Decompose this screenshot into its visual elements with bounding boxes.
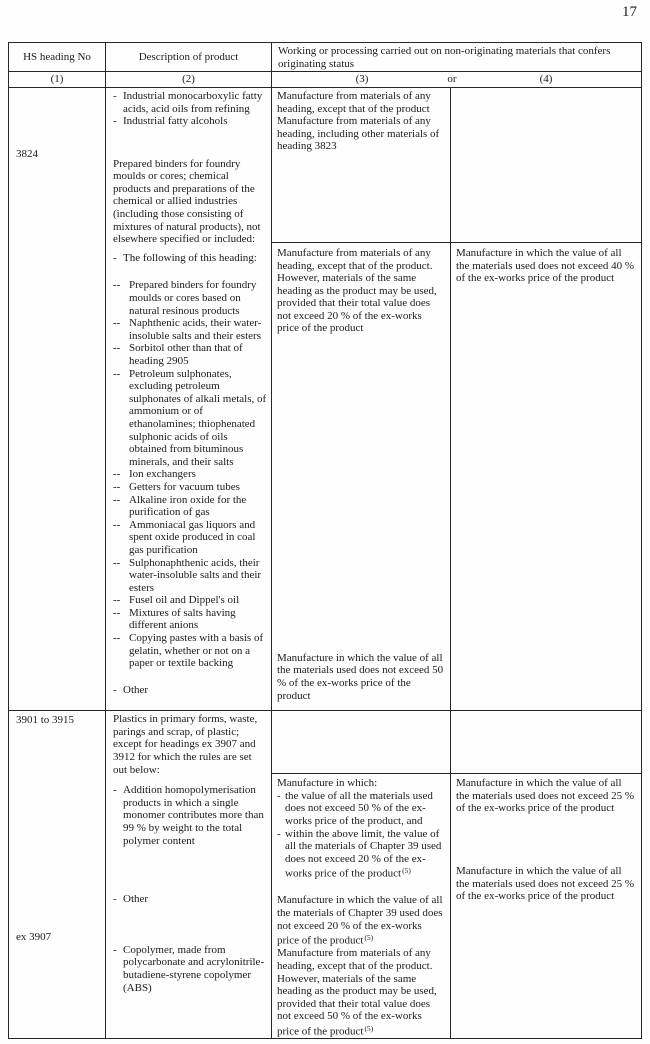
page-number: 17 [622, 4, 637, 20]
bullet-marker: -- [113, 480, 121, 493]
list-item [113, 115, 267, 128]
list-item [113, 944, 267, 994]
table-row-3901-3915 [9, 711, 641, 1038]
col-number-1: (1) [9, 72, 106, 87]
bullet-marker: - [113, 893, 117, 906]
bullet-marker: -- [113, 556, 121, 569]
hs-heading-ex3907: ex 3907 [16, 930, 52, 943]
list-item-text: Sulphonaphthenic acids, their water-insoluble salts and their esters [129, 556, 262, 594]
bullet-marker: - [113, 251, 117, 264]
list-item [113, 519, 267, 557]
list-item-text: Getters for vacuum tubes [129, 480, 240, 493]
sub-item-list [113, 279, 267, 669]
list-item [113, 684, 267, 697]
rule-col3-3901 [272, 711, 451, 1038]
col-or-label: or [447, 73, 457, 86]
rule-bullet [277, 790, 445, 828]
rule4-cell-bottom [451, 774, 641, 1038]
bullet-marker: -- [113, 279, 121, 292]
table-header-row [9, 43, 641, 72]
list-item [113, 594, 267, 607]
rule-bullet [277, 828, 445, 881]
hs-heading-col [9, 711, 106, 1038]
header-working-processing: Working or processing carried out on non-originating materials that confers originating status [278, 45, 611, 70]
rule3-cell-bottom [272, 774, 450, 1038]
rule-col4-3901 [451, 711, 641, 1038]
list-item-text: Prepared binders for foundry moulds or cores based on natural resinous products [129, 279, 257, 317]
list-item-text: Fusel oil and Dippel's oil [129, 594, 240, 607]
rule-text: Manufacture in which the value of all the materials used does not exceed 25 % of the ex-works price of the product [456, 864, 635, 903]
rule-text [277, 947, 445, 1038]
list-item [113, 557, 267, 595]
list-item [113, 494, 267, 519]
list-item [113, 279, 267, 317]
bullet-marker: - [113, 784, 117, 797]
bullet-marker: -- [113, 317, 121, 330]
list-item [113, 468, 267, 481]
list-item [113, 252, 267, 265]
list-item-text: Other [123, 683, 149, 696]
rule3-cell-bottom [272, 243, 450, 710]
list-item [113, 893, 267, 906]
col-number-2: (2) [106, 72, 272, 87]
list-item-text: Naphthenic acids, their water-insoluble salts and their esters [129, 317, 262, 342]
list-item-text: Petroleum sulphonates, excluding petroleum sulphonates of alkali metals, of ammonium or of ethanolamines; thiophenated sulphonic acids of oils obtained from bituminous minerals, and their salts [129, 367, 267, 468]
list-item-text: Ammoniacal gas liquors and spent oxide produced in coal gas purification [129, 518, 256, 556]
origin-rules-table [8, 42, 642, 1039]
bullet-marker: - [277, 827, 281, 840]
rule-text [277, 894, 445, 947]
rule-text: within the above limit, the value of all the materials of Chapter 39 used does not exceed 20 % of the ex-works price of the product [285, 827, 442, 880]
bullet-marker: -- [113, 606, 121, 619]
rule-bullet-text: the value of all the materials used does not exceed 50 % of the ex-works price of the product, and [285, 789, 433, 827]
list-item [113, 342, 267, 367]
list-item [113, 90, 267, 115]
rule-text: Manufacture in which the value of all the materials used does not exceed 40 % of the ex-works price of the product [456, 246, 635, 285]
rule4-cell-top [451, 711, 641, 774]
footnote-marker: (5) [364, 933, 374, 943]
rule-text: Manufacture in which the value of all the materials of Chapter 39 used does not exceed 20 % of the ex-works price of the product [277, 894, 443, 947]
bullet-marker: - [277, 789, 281, 802]
rule-text: Manufacture from materials of any heading, except that of the product [277, 89, 431, 115]
bullet-marker: - [113, 89, 117, 102]
table-row-3824 [9, 88, 641, 711]
bullet-marker: -- [113, 594, 121, 607]
bullet-marker: -- [113, 632, 121, 645]
list-item [113, 632, 267, 670]
col-number-4: (4) [539, 73, 553, 86]
list-item-text: Industrial monocarboxylic fatty acids, acid oils from refining [123, 89, 263, 115]
list-item [113, 368, 267, 469]
list-item-text: Industrial fatty alcohols [123, 115, 228, 128]
rule-text: Manufacture in which the value of all the materials used does not exceed 25 % of the ex-works price of the product [456, 777, 635, 815]
list-item-text: Ion exchangers [129, 468, 196, 481]
list-item [113, 317, 267, 342]
rule4-cell-top [451, 88, 641, 243]
header-description: Description of product [106, 43, 272, 71]
list-item-text: Alkaline iron oxide for the purification of gas [129, 493, 247, 519]
list-item [113, 607, 267, 632]
rule3-cell-top [272, 88, 450, 243]
rule-text: Manufacture in which the value of all the materials used does not exceed 50 % of the ex-works price of the product [277, 651, 444, 702]
bullet-marker: -- [113, 468, 121, 481]
rule-text: Manufacture from materials of any heading, including other materials of heading 3823 [277, 115, 440, 153]
bullet-marker: -- [113, 493, 121, 506]
description-paragraph: Prepared binders for foundry moulds or cores; chemical products and preparations of the chemical or allied industries (including those consisting of mixtures of natural products), not elsewhere specified or included: [113, 157, 261, 246]
list-item-text: Copying pastes with a basis of gelatin, whether or not on a paper or textile backing [129, 632, 264, 670]
footnote-marker: (5) [402, 866, 411, 876]
rule3-cell-top [272, 711, 450, 774]
bullet-marker: -- [113, 367, 121, 380]
rule-text: Manufacture in which: [277, 777, 378, 790]
bullet-marker: - [113, 683, 117, 696]
rule-text: Manufacture from materials of any heading, except that of the product. However, materials of the same heading as the product may be used, provided that their total value does not exceed 20 % of the ex-works price of the product [277, 246, 437, 335]
header-hs-heading: HS heading No [9, 43, 106, 71]
list-item [113, 481, 267, 494]
rule4-cell-bottom [451, 243, 641, 710]
list-item [113, 784, 267, 847]
list-item-text: Mixtures of salts having different anions [129, 606, 236, 632]
rule-col3-3824 [272, 88, 451, 710]
bullet-marker: -- [113, 342, 121, 355]
col-number-3-4 [272, 72, 641, 87]
description-3901-3915 [106, 711, 272, 1038]
list-item-text: Copolymer, made from polycarbonate and acrylonitrile-butadiene-styrene copolymer (ABS) [123, 943, 265, 994]
column-number-row [9, 72, 641, 88]
description-3824 [106, 88, 272, 710]
footnote-marker: (5) [364, 1023, 374, 1033]
hs-heading-3824: 3824 [9, 88, 106, 710]
bullet-marker: -- [113, 518, 121, 531]
bullet-marker: - [113, 943, 117, 956]
rule-col4-3824 [451, 88, 641, 710]
col-number-3: (3) [355, 73, 369, 86]
hs-heading-3901-3915: 3901 to 3915 [16, 714, 75, 727]
rule-bullet-text [285, 828, 445, 881]
description-paragraph: Plastics in primary forms, waste, parings and scrap, of plastic; except for headings ex 3907 and 3912 for which the rules are set out below: [113, 713, 258, 776]
bullet-marker: - [113, 115, 117, 128]
rule-text: Manufacture from materials of any heading, except that of the product. However, materials of the same heading as the product may be used, provided that their total value does not exceed 50 % of the ex-works price of the product [277, 947, 437, 1038]
list-item-text: The following of this heading: [123, 251, 257, 264]
list-item-text: Sorbitol other than that of heading 2905 [129, 342, 243, 367]
list-item-text: Other [123, 893, 149, 906]
list-item-text: Addition homopolymerisation products in which a single monomer contributes more than 99 % by weight to the total polymer content [123, 784, 264, 847]
